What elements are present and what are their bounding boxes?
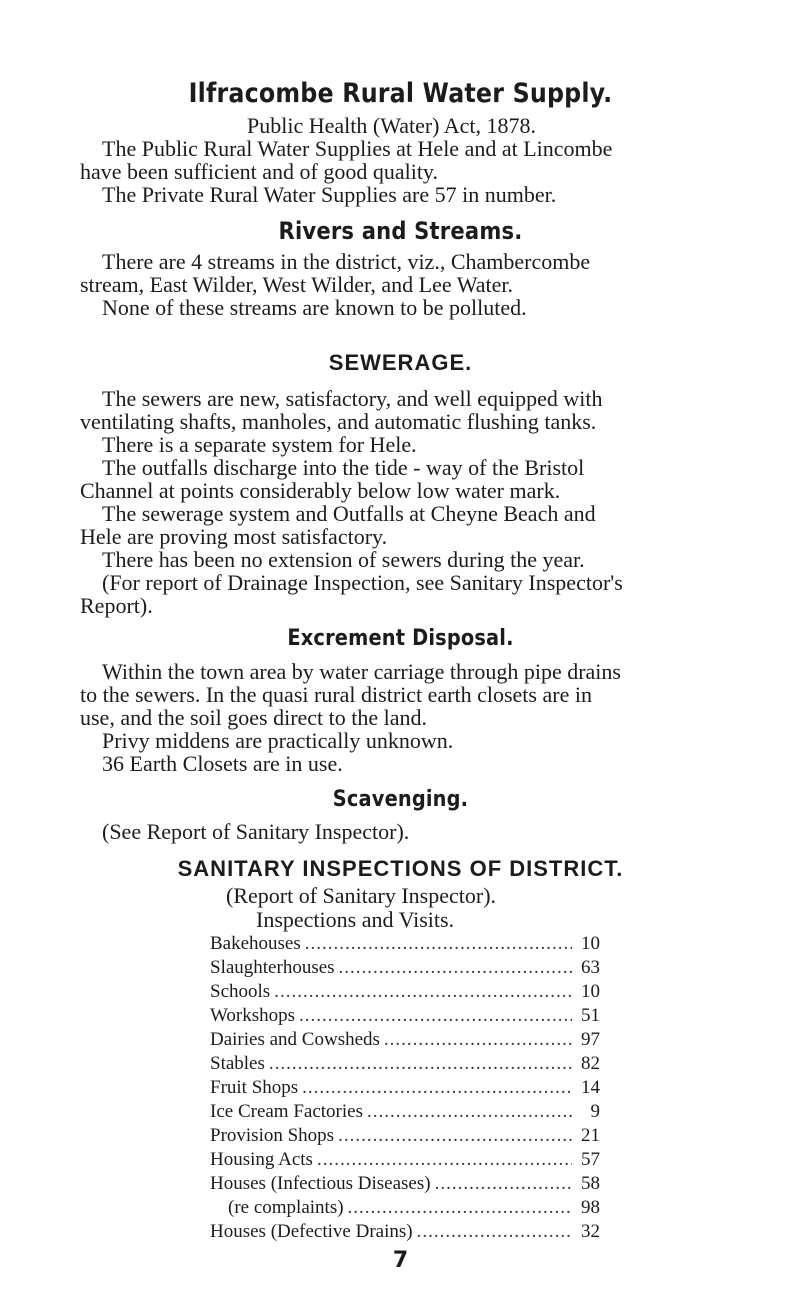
rivers-line-2: stream, East Wilder, West Wilder, and Lee Water. [80, 272, 513, 297]
rivers-line-1: There are 4 streams in the district, viz., Chambercombe [102, 249, 591, 274]
sewerage-line-1: The sewers are new, satisfactory, and well equipped with [102, 386, 603, 411]
row-value: 51 [581, 1005, 600, 1026]
table-row [210, 1052, 600, 1076]
water-supply-heading: Ilfracombe Rural Water Supply. [188, 78, 613, 109]
leader-dots [269, 1052, 572, 1076]
table-row [210, 1196, 600, 1220]
row-value: 21 [581, 1125, 600, 1146]
row-value: 57 [581, 1149, 600, 1170]
row-value: 98 [581, 1197, 600, 1218]
table-row [210, 1172, 600, 1196]
row-label: Schools [210, 981, 271, 1002]
leader-dots [317, 1148, 572, 1172]
inspections-heading: SANITARY INSPECTIONS OF DISTRICT. [177, 856, 624, 881]
sewerage-line-6: The sewerage system and Outfalls at Cheyne Beach and [102, 501, 596, 526]
leader-dots [302, 1076, 572, 1100]
leader-dots [338, 1124, 572, 1148]
row-label: Stables [210, 1053, 265, 1074]
leader-dots [305, 932, 572, 956]
leader-dots [384, 1028, 572, 1052]
scavenging-heading: Scavenging. [332, 787, 469, 812]
water-supply-line-4: The Private Rural Water Supplies are 57 in number. [102, 182, 557, 207]
excrement-heading: Excrement Disposal. [287, 626, 514, 651]
table-row [210, 1220, 600, 1244]
page-number: 7 [392, 1248, 409, 1273]
table-row [210, 932, 600, 956]
table-row [210, 1124, 600, 1148]
leader-dots [339, 956, 572, 980]
sewerage-line-3: There is a separate system for Hele. [102, 432, 417, 457]
excrement-line-5: 36 Earth Closets are in use. [102, 751, 343, 776]
excrement-line-3: use, and the soil goes direct to the land. [80, 705, 428, 730]
leader-dots [435, 1172, 572, 1196]
table-row [210, 1100, 600, 1124]
table-row [210, 1004, 600, 1028]
sewerage-line-2: ventilating shafts, manholes, and automatic flushing tanks. [80, 409, 597, 434]
leader-dots [417, 1220, 572, 1244]
row-label: Ice Cream Factories [210, 1101, 363, 1122]
row-label: (re complaints) [228, 1197, 344, 1218]
row-label: Dairies and Cowsheds [210, 1029, 380, 1050]
sewerage-line-10: Report). [80, 593, 153, 618]
row-value: 10 [581, 981, 600, 1002]
table-row [210, 1076, 600, 1100]
row-value: 97 [581, 1029, 600, 1050]
water-supply-line-1: Public Health (Water) Act, 1878. [247, 113, 537, 138]
row-value: 10 [581, 933, 600, 954]
row-value: 14 [581, 1077, 600, 1098]
leader-dots [348, 1196, 572, 1220]
row-value: 82 [581, 1053, 600, 1074]
sewerage-line-7: Hele are proving most satisfactory. [80, 524, 388, 549]
excrement-line-1: Within the town area by water carriage through pipe drains [102, 659, 621, 684]
water-supply-line-3: have been sufficient and of good quality. [80, 159, 439, 184]
inspections-table [210, 932, 600, 1244]
excrement-line-4: Privy middens are practically unknown. [102, 728, 454, 753]
table-row [210, 980, 600, 1004]
scavenging-line-1: (See Report of Sanitary Inspector). [102, 819, 410, 844]
leader-dots [299, 1004, 572, 1028]
sewerage-line-9: (For report of Drainage Inspection, see Sanitary Inspector's [102, 570, 623, 595]
leader-dots [367, 1100, 572, 1124]
row-value: 32 [581, 1221, 600, 1242]
rivers-line-3: None of these streams are known to be polluted. [102, 295, 527, 320]
row-label: Bakehouses [210, 933, 301, 954]
sewerage-line-4: The outfalls discharge into the tide - way of the Bristol [102, 455, 585, 480]
sewerage-heading: SEWERAGE. [328, 350, 473, 375]
table-row [210, 956, 600, 980]
table-row [210, 1028, 600, 1052]
row-label: Slaughterhouses [210, 957, 335, 978]
row-label: Provision Shops [210, 1125, 335, 1146]
leader-dots [274, 980, 572, 1004]
sewerage-line-5: Channel at points considerably below low water mark. [80, 478, 561, 503]
row-value: 58 [581, 1173, 600, 1194]
row-label: Houses (Defective Drains) [210, 1221, 413, 1242]
rivers-heading: Rivers and Streams. [278, 217, 523, 245]
row-value: 63 [581, 957, 600, 978]
inspections-subheading: (Report of Sanitary Inspector). [226, 883, 497, 908]
inspections-visits-caption: Inspections and Visits. [256, 907, 455, 932]
excrement-line-2: to the sewers. In the quasi rural district earth closets are in [80, 682, 592, 707]
row-label: Workshops [210, 1005, 296, 1026]
row-label: Houses (Infectious Diseases) [210, 1173, 431, 1194]
sewerage-line-8: There has been no extension of sewers during the year. [102, 547, 585, 572]
row-label: Fruit Shops [210, 1077, 299, 1098]
row-label: Housing Acts [210, 1149, 313, 1170]
water-supply-line-2: The Public Rural Water Supplies at Hele and at Lincombe [102, 136, 613, 161]
row-value: 9 [590, 1101, 600, 1122]
table-row [210, 1148, 600, 1172]
